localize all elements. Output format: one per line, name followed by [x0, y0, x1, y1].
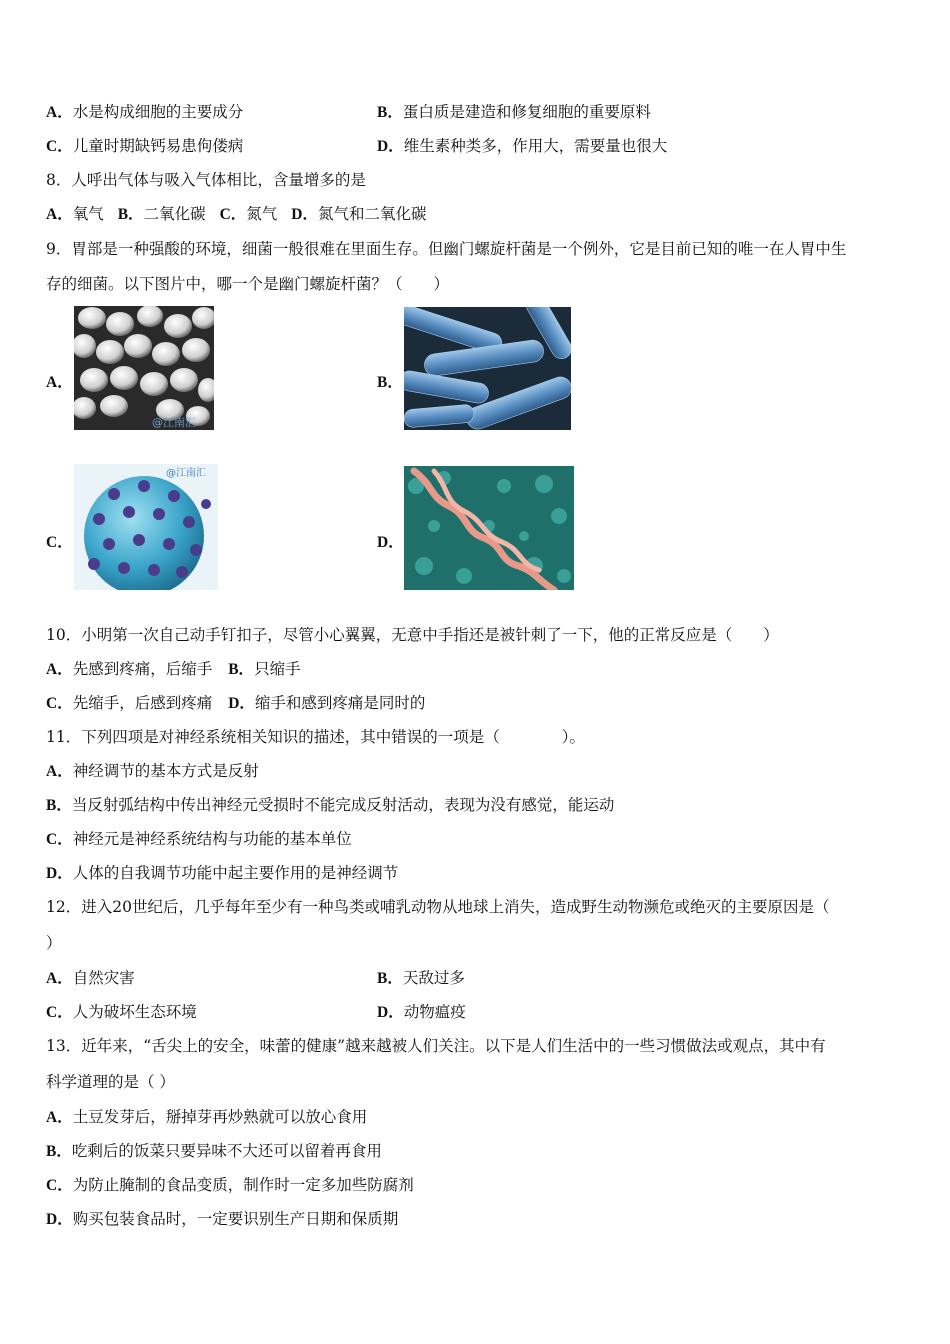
q13-stem-line1: 13．近年来，“舌尖上的安全，味蕾的健康”越来越被人们关注。以下是人们生活中的一些习惯做法或观点，其中有 — [46, 1037, 826, 1055]
q13-option-d: D．购买包装食品时，一定要识别生产日期和保质期 — [46, 1210, 399, 1228]
q9-option-c-label: C． — [46, 534, 73, 551]
q13-option-b: B．吃剩后的饭菜只要异味不大还可以留着再食用 — [46, 1142, 382, 1160]
rod-bacteria-image — [404, 307, 571, 430]
q7-option-b: B．蛋白质是建造和修复细胞的重要原料 — [377, 103, 651, 121]
helicobacter-image — [404, 466, 574, 590]
q12-option-c: C．人为破坏生态环境 — [46, 1003, 197, 1021]
watermark-a: @江南汇 — [152, 416, 196, 429]
q12-option-b: B．天敌过多 — [377, 969, 465, 987]
q13-option-c: C．为防止腌制的食品变质，制作时一定多加些防腐剂 — [46, 1176, 414, 1194]
q12-stem-line2: ） — [46, 934, 62, 952]
q9-option-a-label: A． — [46, 374, 73, 391]
q13-option-a: A．土豆发芽后，掰掉芽再炒熟就可以放心食用 — [46, 1108, 368, 1126]
q8-stem: 8．人呼出气体与吸入气体相比，含量增多的是 — [46, 171, 366, 189]
q12-option-d: D．动物瘟疫 — [377, 1003, 466, 1021]
q8-options: A．氧气 B．二氧化碳 C．氮气 D．氮气和二氧化碳 — [46, 205, 427, 223]
q10-options-cd: C．先缩手，后感到疼痛 D．缩手和感到疼痛是同时的 — [46, 694, 426, 712]
watermark-c: @江南汇 — [166, 468, 206, 479]
q11-option-d: D．人体的自我调节功能中起主要作用的是神经调节 — [46, 864, 399, 882]
q13-stem-line2: 科学道理的是（ ） — [46, 1073, 175, 1091]
q9-option-d-label: D． — [377, 534, 404, 551]
virus-particle-image — [74, 464, 218, 590]
q11-option-b: B．当反射弧结构中传出神经元受损时不能完成反射活动，表现为没有感觉，能运动 — [46, 796, 615, 814]
q9-stem-line1: 9．胃部是一种强酸的环境，细菌一般很难在里面生存。但幽门螺旋杆菌是一个例外，它是目前已知的唯一在人胃中生 — [46, 240, 847, 258]
q9-option-b-label: B． — [377, 374, 403, 391]
q11-stem: 11．下列四项是对神经系统相关知识的描述，其中错误的一项是（ ）。 — [46, 728, 585, 746]
q12-option-a: A．自然灾害 — [46, 969, 135, 987]
q10-stem: 10．小明第一次自己动手钉扣子，尽管小心翼翼，无意中手指还是被针刺了一下，他的正常反应是（ ） — [46, 626, 779, 644]
q10-options-ab: A．先感到疼痛，后缩手 B．只缩手 — [46, 660, 301, 678]
q11-option-c: C．神经元是神经系统结构与功能的基本单位 — [46, 830, 352, 848]
q11-option-a: A．神经调节的基本方式是反射 — [46, 762, 259, 780]
cocci-bacteria-image — [74, 306, 214, 430]
q7-option-c: C．儿童时期缺钙易患佝偻病 — [46, 137, 244, 155]
q12-stem-line1: 12．进入20世纪后，几乎每年至少有一种鸟类或哺乳动物从地球上消失，造成野生动物濒危或绝灭的主要原因是（ — [46, 898, 830, 916]
q7-option-d: D．维生素种类多，作用大，需要量也很大 — [377, 137, 668, 155]
q9-stem-line2: 存的细菌。以下图片中，哪一个是幽门螺旋杆菌？（ ） — [46, 275, 450, 293]
q7-option-a: A．水是构成细胞的主要成分 — [46, 103, 244, 121]
